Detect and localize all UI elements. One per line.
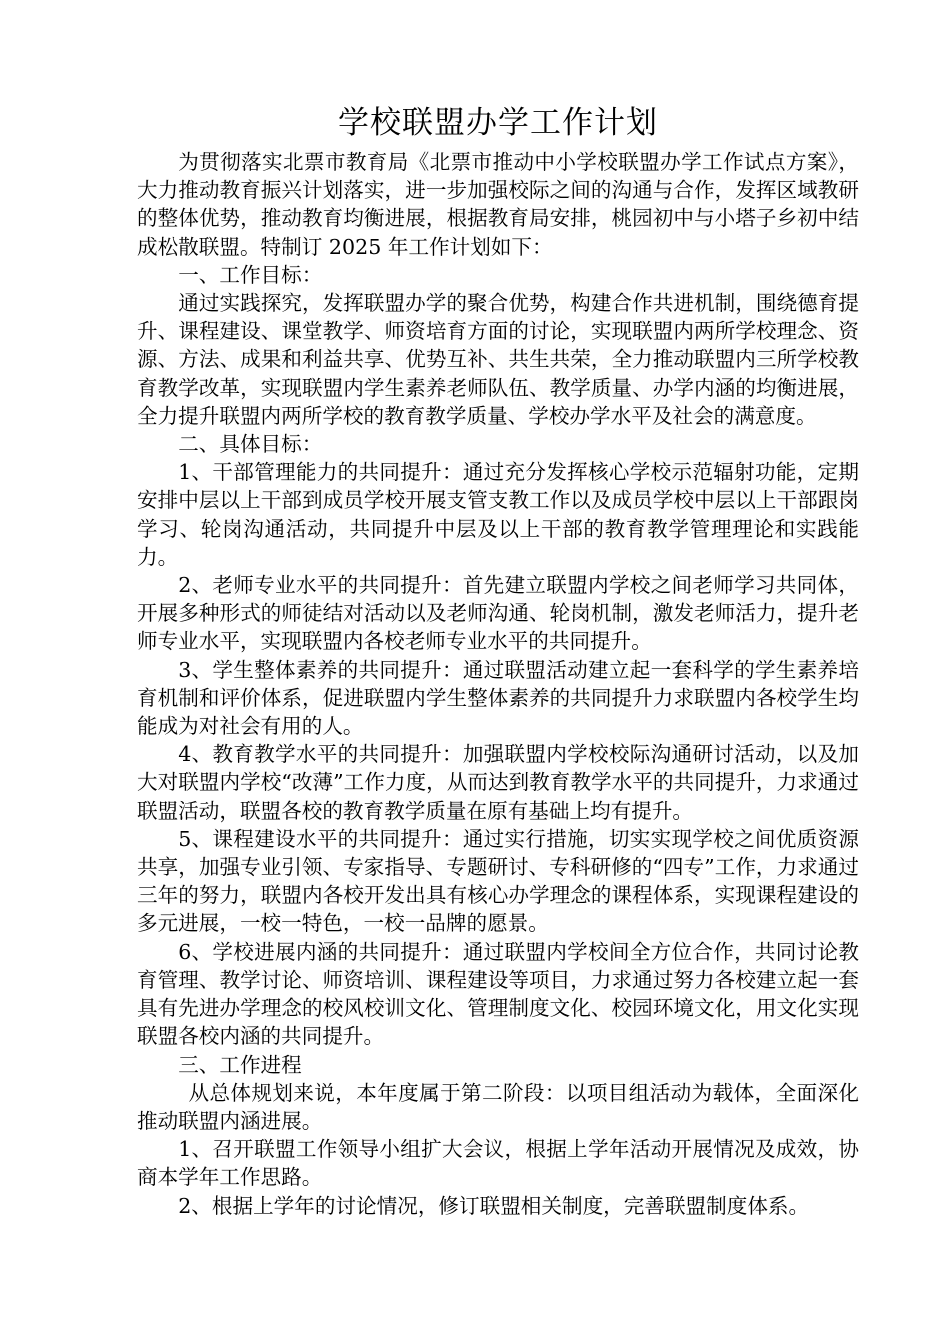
specific-goal-6: 6、学校进展内涵的共同提升：通过联盟内学校间全方位合作，共同讨论教育管理、教学讨论、师资培训、课程建设等项目，力求通过努力各校建立起一套具有先进办学理念的校风校训文化、管理制度文化、校园环境文化，用文化实现联盟各校内涵的共同提升。	[137, 939, 859, 1049]
document-title: 学校联盟办学工作计划	[338, 105, 658, 141]
specific-goal-5: 5、课程建设水平的共同提升：通过实行措施，切实实现学校之间优质资源共享，加强专业引领、专家指导、专题研讨、专科研修的“四专”工作，力求通过三年的努力，联盟内各校开发出具有核心办学理念的课程体系，实现课程建设的多元进展，一校一特色，一校一品牌的愿景。	[137, 826, 859, 936]
section-heading-progress: 三、工作进程	[178, 1052, 302, 1077]
progress-overview-paragraph: 从总体规划来说，本年度属于第二阶段：以项目组活动为载体，全面深化推动联盟内涵进展。	[137, 1080, 859, 1133]
goals-paragraph: 通过实践探究，发挥联盟办学的聚合优势，构建合作共进机制，围绕德育提升、课程建设、课堂教学、师资培育方面的讨论，实现联盟内两所学校理念、资源、方法、成果和利益共享、优势互补、共生共荣，全力推动联盟内三所学校教育教学改革，实现联盟内学生素养老师队伍、教学质量、办学内涵的均衡进展，全力提升联盟内两所学校的教育教学质量、学校办学水平及社会的满意度。	[137, 291, 859, 428]
specific-goal-1: 1、干部管理能力的共同提升：通过充分发挥核心学校示范辐射功能，定期安排中层以上干部到成员学校开展支管支教工作以及成员学校中层以上干部跟岗学习、轮岗沟通活动，共同提升中层及以上干部的教育教学管理理论和实践能力。	[137, 460, 859, 569]
section-heading-goals: 一、工作目标：	[178, 262, 323, 287]
specific-goal-4: 4、教育教学水平的共同提升：加强联盟内学校校际沟通研讨活动，以及加大对联盟内学校“改薄”工作力度，从而达到教育教学水平的共同提升，力求通过联盟活动，联盟各校的教育教学质量在原有基础上均有提升。	[137, 742, 859, 823]
intro-paragraph: 为贯彻落实北票市教育局《北票市推动中小学校联盟办学工作试点方案》，大力推动教育振兴计划落实，进一步加强校际之间的沟通与合作，发挥区域教研的整体优势，推动教育均衡进展，根据教育局安排，桃园初中与小塔子乡初中结成松散联盟。特制订 2025 年工作计划如下：	[137, 150, 859, 259]
progress-step-2: 2、根据上学年的讨论情况，修订联盟相关制度，完善联盟制度体系。	[178, 1193, 810, 1218]
document-page	[137, 100, 859, 1220]
section-heading-specific-goals: 二、具体目标：	[178, 432, 323, 457]
specific-goal-3: 3、学生整体素养的共同提升：通过联盟活动建立起一套科学的学生素养培育机制和评价体系，促进联盟内学生整体素养的共同提升力求联盟内各校学生均能成为对社会有用的人。	[137, 657, 859, 739]
progress-step-1: 1、召开联盟工作领导小组扩大会议，根据上学年活动开展情况及成效，协商本学年工作思路。	[137, 1137, 859, 1190]
specific-goal-2: 2、老师专业水平的共同提升：首先建立联盟内学校之间老师学习共同体，开展多种形式的师徒结对活动以及老师沟通、轮岗机制，激发老师活力，提升老师专业水平，实现联盟内各校老师专业水平的共同提升。	[137, 573, 859, 654]
